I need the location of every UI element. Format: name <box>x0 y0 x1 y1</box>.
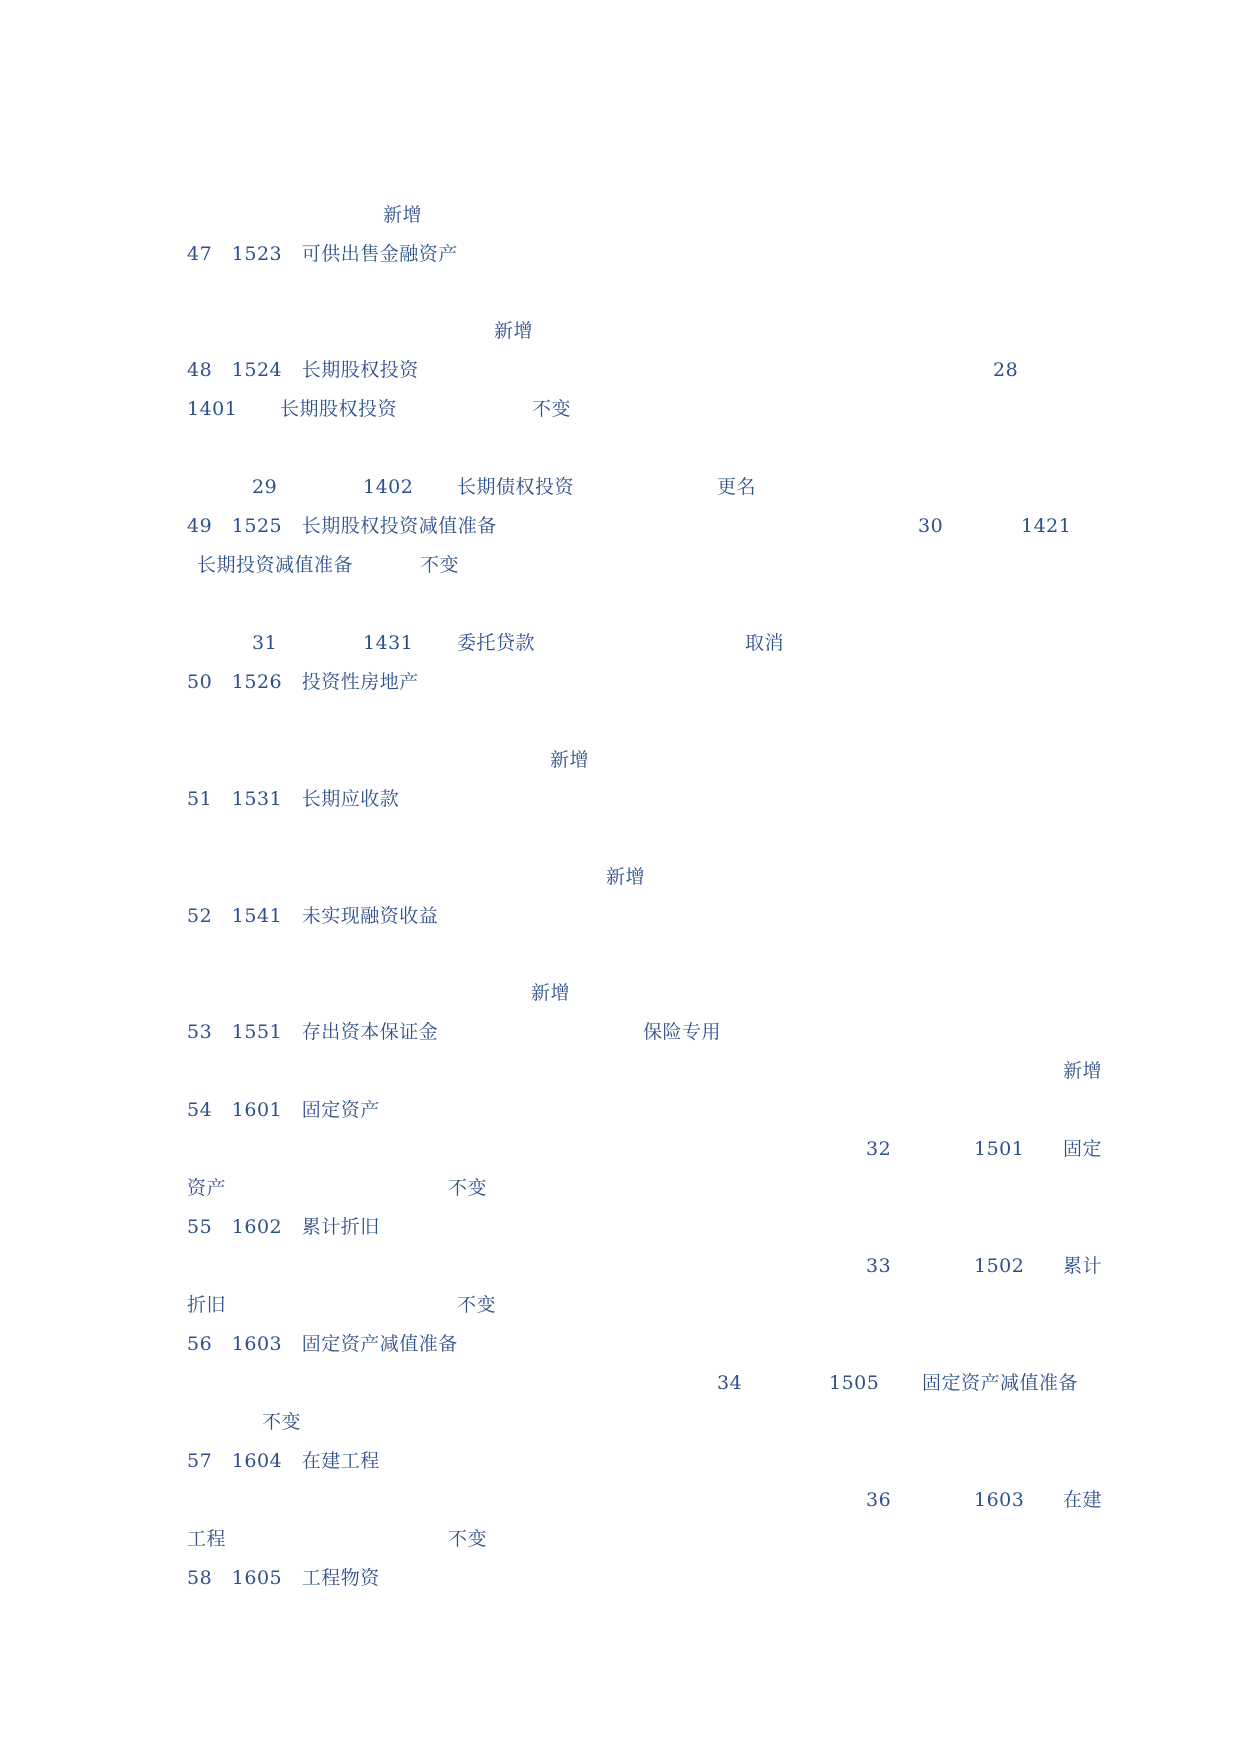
text-line: 28 <box>993 359 1019 381</box>
text-line: 54 1601 固定资产 <box>187 1099 380 1121</box>
text-line: 长期股权投资 <box>280 398 398 420</box>
text-line: 取消 <box>745 632 785 654</box>
text-line: 53 1551 存出资本保证金 <box>187 1021 439 1043</box>
text-line: 58 1605 工程物资 <box>187 1567 380 1589</box>
text-line: 新增 <box>1063 1060 1103 1082</box>
text-line: 累计 <box>1063 1255 1103 1277</box>
text-line: 委托贷款 <box>457 632 536 654</box>
text-line: 不变 <box>448 1528 488 1550</box>
text-line: 工程 <box>187 1528 227 1550</box>
text-line: 在建 <box>1063 1489 1103 1511</box>
text-line: 49 1525 长期股权投资减值准备 <box>187 515 497 537</box>
text-line: 保险专用 <box>643 1021 722 1043</box>
text-line: 资产 <box>187 1177 227 1199</box>
text-line: 51 1531 长期应收款 <box>187 788 400 810</box>
text-line: 长期债权投资 <box>457 476 575 498</box>
text-line: 34 <box>717 1372 743 1394</box>
text-line: 1402 <box>363 476 414 498</box>
text-line: 不变 <box>448 1177 488 1199</box>
text-line: 1502 <box>974 1255 1025 1277</box>
text-line: 30 <box>918 515 944 537</box>
text-line: 新增 <box>606 866 646 888</box>
text-line: 固定 <box>1063 1138 1103 1160</box>
text-line: 1431 <box>363 632 414 654</box>
text-line: 57 1604 在建工程 <box>187 1450 380 1472</box>
text-line: 1401 <box>187 398 238 420</box>
text-line: 新增 <box>550 749 590 771</box>
text-line: 56 1603 固定资产减值准备 <box>187 1333 458 1355</box>
text-line: 新增 <box>383 204 423 226</box>
text-line: 不变 <box>532 398 572 420</box>
text-line: 新增 <box>531 982 571 1004</box>
text-line: 48 1524 长期股权投资 <box>187 359 419 381</box>
text-line: 不变 <box>457 1294 497 1316</box>
text-line: 55 1602 累计折旧 <box>187 1216 380 1238</box>
text-line: 更名 <box>717 476 757 498</box>
text-line: 50 1526 投资性房地产 <box>187 671 419 693</box>
text-line: 1603 <box>974 1489 1025 1511</box>
text-line: 33 <box>866 1255 892 1277</box>
text-line: 长期投资减值准备 <box>197 554 354 576</box>
text-line: 不变 <box>262 1411 302 1433</box>
text-line: 31 <box>252 632 278 654</box>
text-line: 32 <box>866 1138 892 1160</box>
text-line: 36 <box>866 1489 892 1511</box>
text-line: 29 <box>252 476 278 498</box>
text-line: 新增 <box>494 320 534 342</box>
text-line: 固定资产减值准备 <box>922 1372 1079 1394</box>
text-line: 1505 <box>829 1372 880 1394</box>
text-line: 1421 <box>1021 515 1072 537</box>
text-line: 不变 <box>420 554 460 576</box>
text-line: 折旧 <box>187 1294 227 1316</box>
text-line: 52 1541 未实现融资收益 <box>187 905 439 927</box>
text-line: 1501 <box>974 1138 1025 1160</box>
text-line: 47 1523 可供出售金融资产 <box>187 243 458 265</box>
